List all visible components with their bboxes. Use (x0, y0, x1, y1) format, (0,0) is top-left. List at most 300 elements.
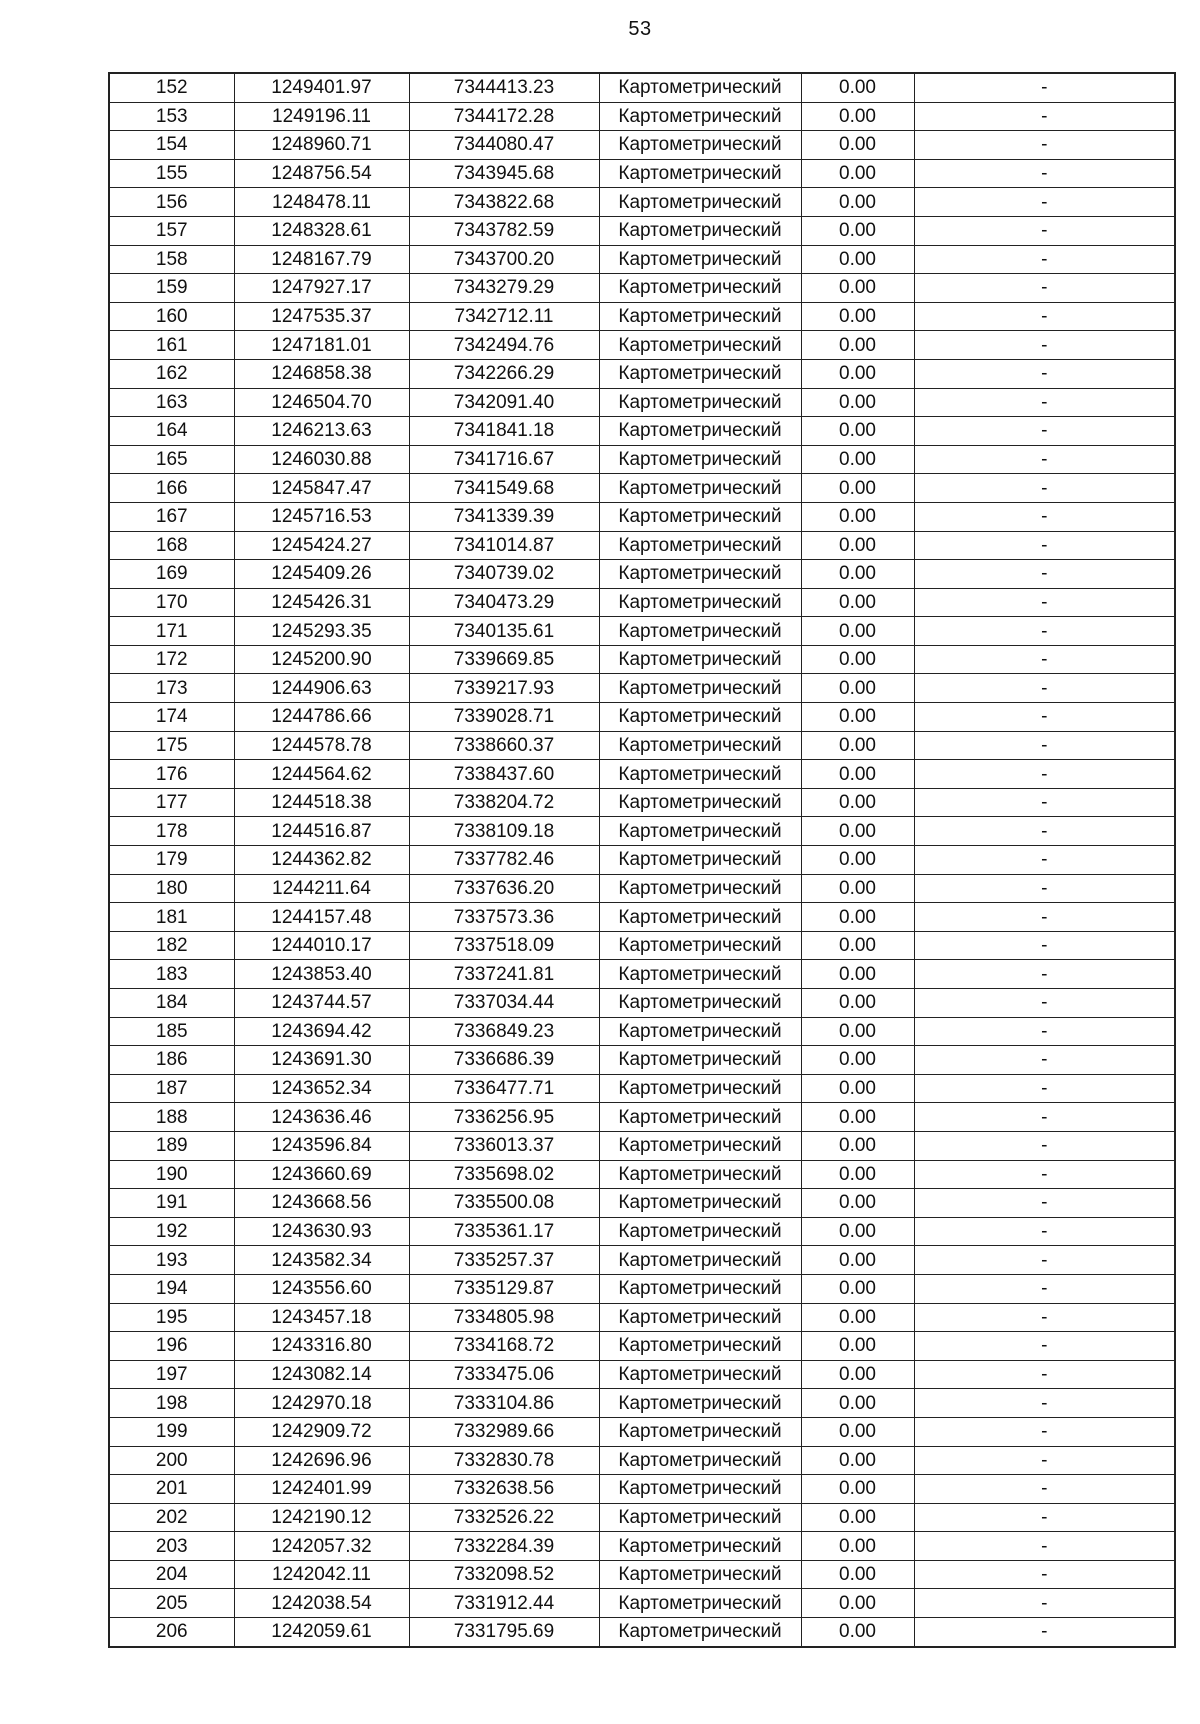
error-cell: 0.00 (801, 788, 914, 817)
note-cell: - (914, 502, 1175, 531)
table-row (109, 1303, 1175, 1332)
x-coordinate-cell: 1242696.96 (234, 1446, 409, 1475)
note-cell: - (914, 1618, 1175, 1647)
table-row (109, 617, 1175, 646)
table-row (109, 1217, 1175, 1246)
table-row (109, 302, 1175, 331)
note-cell: - (914, 645, 1175, 674)
error-cell: 0.00 (801, 703, 914, 732)
y-coordinate-cell: 7335698.02 (409, 1160, 599, 1189)
note-cell: - (914, 1131, 1175, 1160)
y-coordinate-cell: 7343279.29 (409, 274, 599, 303)
note-cell: - (914, 73, 1175, 102)
point-number-cell: 186 (109, 1046, 234, 1075)
point-number-cell: 202 (109, 1503, 234, 1532)
error-cell: 0.00 (801, 1360, 914, 1389)
note-cell: - (914, 1446, 1175, 1475)
method-cell: Картометрический (599, 931, 801, 960)
table-row (109, 1475, 1175, 1504)
error-cell: 0.00 (801, 417, 914, 446)
point-number-cell: 200 (109, 1446, 234, 1475)
y-coordinate-cell: 7344080.47 (409, 131, 599, 160)
x-coordinate-cell: 1247927.17 (234, 274, 409, 303)
point-number-cell: 188 (109, 1103, 234, 1132)
point-number-cell: 182 (109, 931, 234, 960)
y-coordinate-cell: 7342266.29 (409, 359, 599, 388)
y-coordinate-cell: 7338204.72 (409, 788, 599, 817)
note-cell: - (914, 1160, 1175, 1189)
error-cell: 0.00 (801, 1103, 914, 1132)
point-number-cell: 178 (109, 817, 234, 846)
y-coordinate-cell: 7342494.76 (409, 331, 599, 360)
method-cell: Картометрический (599, 817, 801, 846)
note-cell: - (914, 1589, 1175, 1618)
error-cell: 0.00 (801, 73, 914, 102)
x-coordinate-cell: 1245409.26 (234, 560, 409, 589)
x-coordinate-cell: 1244906.63 (234, 674, 409, 703)
method-cell: Картометрический (599, 674, 801, 703)
point-number-cell: 168 (109, 531, 234, 560)
note-cell: - (914, 245, 1175, 274)
error-cell: 0.00 (801, 989, 914, 1018)
y-coordinate-cell: 7343822.68 (409, 188, 599, 217)
error-cell: 0.00 (801, 588, 914, 617)
x-coordinate-cell: 1243082.14 (234, 1360, 409, 1389)
method-cell: Картометрический (599, 1618, 801, 1647)
method-cell: Картометрический (599, 417, 801, 446)
note-cell: - (914, 1332, 1175, 1361)
x-coordinate-cell: 1243853.40 (234, 960, 409, 989)
table-row (109, 1274, 1175, 1303)
table-row (109, 1560, 1175, 1589)
x-coordinate-cell: 1243596.84 (234, 1131, 409, 1160)
x-coordinate-cell: 1245293.35 (234, 617, 409, 646)
x-coordinate-cell: 1248960.71 (234, 131, 409, 160)
y-coordinate-cell: 7336013.37 (409, 1131, 599, 1160)
method-cell: Картометрический (599, 1217, 801, 1246)
error-cell: 0.00 (801, 1189, 914, 1218)
table-row (109, 274, 1175, 303)
page-number: 53 (628, 18, 652, 40)
table-row (109, 1074, 1175, 1103)
coordinates-table (108, 72, 1176, 1648)
note-cell: - (914, 359, 1175, 388)
method-cell: Картометрический (599, 1074, 801, 1103)
method-cell: Картометрический (599, 1189, 801, 1218)
y-coordinate-cell: 7331795.69 (409, 1618, 599, 1647)
y-coordinate-cell: 7332284.39 (409, 1532, 599, 1561)
table-row (109, 1046, 1175, 1075)
x-coordinate-cell: 1249196.11 (234, 102, 409, 131)
y-coordinate-cell: 7336686.39 (409, 1046, 599, 1075)
method-cell: Картометрический (599, 560, 801, 589)
point-number-cell: 183 (109, 960, 234, 989)
table-row (109, 245, 1175, 274)
error-cell: 0.00 (801, 760, 914, 789)
error-cell: 0.00 (801, 159, 914, 188)
error-cell: 0.00 (801, 645, 914, 674)
x-coordinate-cell: 1248328.61 (234, 216, 409, 245)
method-cell: Картометрический (599, 1389, 801, 1418)
y-coordinate-cell: 7342091.40 (409, 388, 599, 417)
y-coordinate-cell: 7344172.28 (409, 102, 599, 131)
x-coordinate-cell: 1246504.70 (234, 388, 409, 417)
note-cell: - (914, 131, 1175, 160)
point-number-cell: 163 (109, 388, 234, 417)
method-cell: Картометрический (599, 102, 801, 131)
point-number-cell: 161 (109, 331, 234, 360)
x-coordinate-cell: 1242042.11 (234, 1560, 409, 1589)
table-row (109, 788, 1175, 817)
method-cell: Картометрический (599, 1160, 801, 1189)
method-cell: Картометрический (599, 1332, 801, 1361)
point-number-cell: 181 (109, 903, 234, 932)
method-cell: Картометрический (599, 474, 801, 503)
point-number-cell: 167 (109, 502, 234, 531)
y-coordinate-cell: 7339028.71 (409, 703, 599, 732)
method-cell: Картометрический (599, 1103, 801, 1132)
note-cell: - (914, 1103, 1175, 1132)
note-cell: - (914, 560, 1175, 589)
note-cell: - (914, 846, 1175, 875)
point-number-cell: 194 (109, 1274, 234, 1303)
table-row (109, 588, 1175, 617)
error-cell: 0.00 (801, 274, 914, 303)
point-number-cell: 180 (109, 874, 234, 903)
method-cell: Картометрический (599, 1446, 801, 1475)
table-row (109, 73, 1175, 102)
error-cell: 0.00 (801, 131, 914, 160)
table-row (109, 1389, 1175, 1418)
point-number-cell: 177 (109, 788, 234, 817)
error-cell: 0.00 (801, 903, 914, 932)
point-number-cell: 169 (109, 560, 234, 589)
point-number-cell: 154 (109, 131, 234, 160)
point-number-cell: 187 (109, 1074, 234, 1103)
y-coordinate-cell: 7336256.95 (409, 1103, 599, 1132)
error-cell: 0.00 (801, 216, 914, 245)
note-cell: - (914, 188, 1175, 217)
table-row (109, 417, 1175, 446)
x-coordinate-cell: 1243668.56 (234, 1189, 409, 1218)
x-coordinate-cell: 1243691.30 (234, 1046, 409, 1075)
x-coordinate-cell: 1249401.97 (234, 73, 409, 102)
method-cell: Картометрический (599, 960, 801, 989)
note-cell: - (914, 703, 1175, 732)
method-cell: Картометрический (599, 1360, 801, 1389)
method-cell: Картометрический (599, 760, 801, 789)
table-row (109, 1589, 1175, 1618)
x-coordinate-cell: 1244362.82 (234, 846, 409, 875)
y-coordinate-cell: 7335500.08 (409, 1189, 599, 1218)
table-row (109, 931, 1175, 960)
y-coordinate-cell: 7332526.22 (409, 1503, 599, 1532)
point-number-cell: 184 (109, 989, 234, 1018)
note-cell: - (914, 960, 1175, 989)
point-number-cell: 157 (109, 216, 234, 245)
x-coordinate-cell: 1246030.88 (234, 445, 409, 474)
error-cell: 0.00 (801, 1303, 914, 1332)
error-cell: 0.00 (801, 445, 914, 474)
error-cell: 0.00 (801, 188, 914, 217)
note-cell: - (914, 531, 1175, 560)
point-number-cell: 191 (109, 1189, 234, 1218)
table-row (109, 445, 1175, 474)
method-cell: Картометрический (599, 388, 801, 417)
point-number-cell: 179 (109, 846, 234, 875)
x-coordinate-cell: 1245200.90 (234, 645, 409, 674)
point-number-cell: 199 (109, 1417, 234, 1446)
y-coordinate-cell: 7341549.68 (409, 474, 599, 503)
x-coordinate-cell: 1244786.66 (234, 703, 409, 732)
x-coordinate-cell: 1245424.27 (234, 531, 409, 560)
method-cell: Картометрический (599, 302, 801, 331)
method-cell: Картометрический (599, 331, 801, 360)
y-coordinate-cell: 7336849.23 (409, 1017, 599, 1046)
x-coordinate-cell: 1246213.63 (234, 417, 409, 446)
y-coordinate-cell: 7332989.66 (409, 1417, 599, 1446)
y-coordinate-cell: 7333475.06 (409, 1360, 599, 1389)
x-coordinate-cell: 1245847.47 (234, 474, 409, 503)
y-coordinate-cell: 7336477.71 (409, 1074, 599, 1103)
note-cell: - (914, 474, 1175, 503)
x-coordinate-cell: 1243630.93 (234, 1217, 409, 1246)
table-row (109, 502, 1175, 531)
point-number-cell: 165 (109, 445, 234, 474)
y-coordinate-cell: 7335257.37 (409, 1246, 599, 1275)
y-coordinate-cell: 7343945.68 (409, 159, 599, 188)
x-coordinate-cell: 1244010.17 (234, 931, 409, 960)
x-coordinate-cell: 1244518.38 (234, 788, 409, 817)
error-cell: 0.00 (801, 245, 914, 274)
x-coordinate-cell: 1248478.11 (234, 188, 409, 217)
note-cell: - (914, 588, 1175, 617)
error-cell: 0.00 (801, 1532, 914, 1561)
point-number-cell: 185 (109, 1017, 234, 1046)
table-row (109, 1017, 1175, 1046)
y-coordinate-cell: 7331912.44 (409, 1589, 599, 1618)
method-cell: Картометрический (599, 1246, 801, 1275)
y-coordinate-cell: 7332830.78 (409, 1446, 599, 1475)
y-coordinate-cell: 7342712.11 (409, 302, 599, 331)
x-coordinate-cell: 1245426.31 (234, 588, 409, 617)
point-number-cell: 152 (109, 73, 234, 102)
point-number-cell: 203 (109, 1532, 234, 1561)
table-row (109, 102, 1175, 131)
note-cell: - (914, 788, 1175, 817)
x-coordinate-cell: 1242970.18 (234, 1389, 409, 1418)
y-coordinate-cell: 7338437.60 (409, 760, 599, 789)
x-coordinate-cell: 1243660.69 (234, 1160, 409, 1189)
note-cell: - (914, 331, 1175, 360)
method-cell: Картометрический (599, 216, 801, 245)
method-cell: Картометрический (599, 874, 801, 903)
method-cell: Картометрический (599, 502, 801, 531)
x-coordinate-cell: 1244516.87 (234, 817, 409, 846)
table-row (109, 817, 1175, 846)
method-cell: Картометрический (599, 617, 801, 646)
table-row (109, 1131, 1175, 1160)
point-number-cell: 195 (109, 1303, 234, 1332)
note-cell: - (914, 817, 1175, 846)
method-cell: Картометрический (599, 131, 801, 160)
y-coordinate-cell: 7334168.72 (409, 1332, 599, 1361)
error-cell: 0.00 (801, 1417, 914, 1446)
table-row (109, 760, 1175, 789)
table-row (109, 989, 1175, 1018)
method-cell: Картометрический (599, 1303, 801, 1332)
y-coordinate-cell: 7337573.36 (409, 903, 599, 932)
y-coordinate-cell: 7337782.46 (409, 846, 599, 875)
method-cell: Картометрический (599, 531, 801, 560)
point-number-cell: 196 (109, 1332, 234, 1361)
x-coordinate-cell: 1245716.53 (234, 502, 409, 531)
note-cell: - (914, 1017, 1175, 1046)
method-cell: Картометрический (599, 731, 801, 760)
method-cell: Картометрический (599, 1131, 801, 1160)
note-cell: - (914, 274, 1175, 303)
y-coordinate-cell: 7341716.67 (409, 445, 599, 474)
note-cell: - (914, 903, 1175, 932)
table-row (109, 560, 1175, 589)
error-cell: 0.00 (801, 1503, 914, 1532)
note-cell: - (914, 1532, 1175, 1561)
y-coordinate-cell: 7337034.44 (409, 989, 599, 1018)
note-cell: - (914, 1389, 1175, 1418)
x-coordinate-cell: 1244211.64 (234, 874, 409, 903)
point-number-cell: 170 (109, 588, 234, 617)
table-row (109, 1618, 1175, 1647)
point-number-cell: 201 (109, 1475, 234, 1504)
table-row (109, 1103, 1175, 1132)
note-cell: - (914, 445, 1175, 474)
x-coordinate-cell: 1243652.34 (234, 1074, 409, 1103)
note-cell: - (914, 388, 1175, 417)
error-cell: 0.00 (801, 817, 914, 846)
table-row (109, 903, 1175, 932)
table-row (109, 359, 1175, 388)
y-coordinate-cell: 7340739.02 (409, 560, 599, 589)
table-row (109, 1417, 1175, 1446)
error-cell: 0.00 (801, 502, 914, 531)
method-cell: Картометрический (599, 645, 801, 674)
y-coordinate-cell: 7337636.20 (409, 874, 599, 903)
point-number-cell: 158 (109, 245, 234, 274)
error-cell: 0.00 (801, 388, 914, 417)
method-cell: Картометрический (599, 274, 801, 303)
table-row (109, 388, 1175, 417)
x-coordinate-cell: 1248167.79 (234, 245, 409, 274)
point-number-cell: 204 (109, 1560, 234, 1589)
point-number-cell: 175 (109, 731, 234, 760)
point-number-cell: 193 (109, 1246, 234, 1275)
y-coordinate-cell: 7341841.18 (409, 417, 599, 446)
note-cell: - (914, 874, 1175, 903)
table-row (109, 846, 1175, 875)
method-cell: Картометрический (599, 1475, 801, 1504)
point-number-cell: 176 (109, 760, 234, 789)
method-cell: Картометрический (599, 989, 801, 1018)
point-number-cell: 173 (109, 674, 234, 703)
method-cell: Картометрический (599, 1589, 801, 1618)
error-cell: 0.00 (801, 960, 914, 989)
error-cell: 0.00 (801, 1589, 914, 1618)
x-coordinate-cell: 1242190.12 (234, 1503, 409, 1532)
note-cell: - (914, 1560, 1175, 1589)
x-coordinate-cell: 1248756.54 (234, 159, 409, 188)
x-coordinate-cell: 1243457.18 (234, 1303, 409, 1332)
y-coordinate-cell: 7335129.87 (409, 1274, 599, 1303)
note-cell: - (914, 989, 1175, 1018)
error-cell: 0.00 (801, 1074, 914, 1103)
note-cell: - (914, 1475, 1175, 1504)
note-cell: - (914, 674, 1175, 703)
error-cell: 0.00 (801, 874, 914, 903)
method-cell: Картометрический (599, 1046, 801, 1075)
table-row (109, 1160, 1175, 1189)
point-number-cell: 197 (109, 1360, 234, 1389)
x-coordinate-cell: 1242038.54 (234, 1589, 409, 1618)
x-coordinate-cell: 1243316.80 (234, 1332, 409, 1361)
table-row (109, 1532, 1175, 1561)
note-cell: - (914, 1274, 1175, 1303)
note-cell: - (914, 417, 1175, 446)
x-coordinate-cell: 1244564.62 (234, 760, 409, 789)
method-cell: Картометрический (599, 1532, 801, 1561)
method-cell: Картометрический (599, 903, 801, 932)
note-cell: - (914, 1074, 1175, 1103)
method-cell: Картометрический (599, 188, 801, 217)
x-coordinate-cell: 1244578.78 (234, 731, 409, 760)
note-cell: - (914, 617, 1175, 646)
point-number-cell: 164 (109, 417, 234, 446)
table-row (109, 1246, 1175, 1275)
x-coordinate-cell: 1243556.60 (234, 1274, 409, 1303)
point-number-cell: 159 (109, 274, 234, 303)
method-cell: Картометрический (599, 159, 801, 188)
error-cell: 0.00 (801, 1160, 914, 1189)
point-number-cell: 206 (109, 1618, 234, 1647)
x-coordinate-cell: 1243744.57 (234, 989, 409, 1018)
y-coordinate-cell: 7343700.20 (409, 245, 599, 274)
x-coordinate-cell: 1247181.01 (234, 331, 409, 360)
y-coordinate-cell: 7338660.37 (409, 731, 599, 760)
table-row (109, 216, 1175, 245)
error-cell: 0.00 (801, 331, 914, 360)
error-cell: 0.00 (801, 674, 914, 703)
y-coordinate-cell: 7341339.39 (409, 502, 599, 531)
error-cell: 0.00 (801, 1332, 914, 1361)
table-row (109, 1503, 1175, 1532)
error-cell: 0.00 (801, 1046, 914, 1075)
table-row (109, 960, 1175, 989)
point-number-cell: 156 (109, 188, 234, 217)
note-cell: - (914, 731, 1175, 760)
method-cell: Картометрический (599, 1417, 801, 1446)
point-number-cell: 198 (109, 1389, 234, 1418)
y-coordinate-cell: 7332638.56 (409, 1475, 599, 1504)
table-row (109, 703, 1175, 732)
note-cell: - (914, 216, 1175, 245)
y-coordinate-cell: 7338109.18 (409, 817, 599, 846)
point-number-cell: 153 (109, 102, 234, 131)
point-number-cell: 189 (109, 1131, 234, 1160)
note-cell: - (914, 760, 1175, 789)
error-cell: 0.00 (801, 531, 914, 560)
method-cell: Картометрический (599, 445, 801, 474)
table-row (109, 531, 1175, 560)
table-row (109, 331, 1175, 360)
